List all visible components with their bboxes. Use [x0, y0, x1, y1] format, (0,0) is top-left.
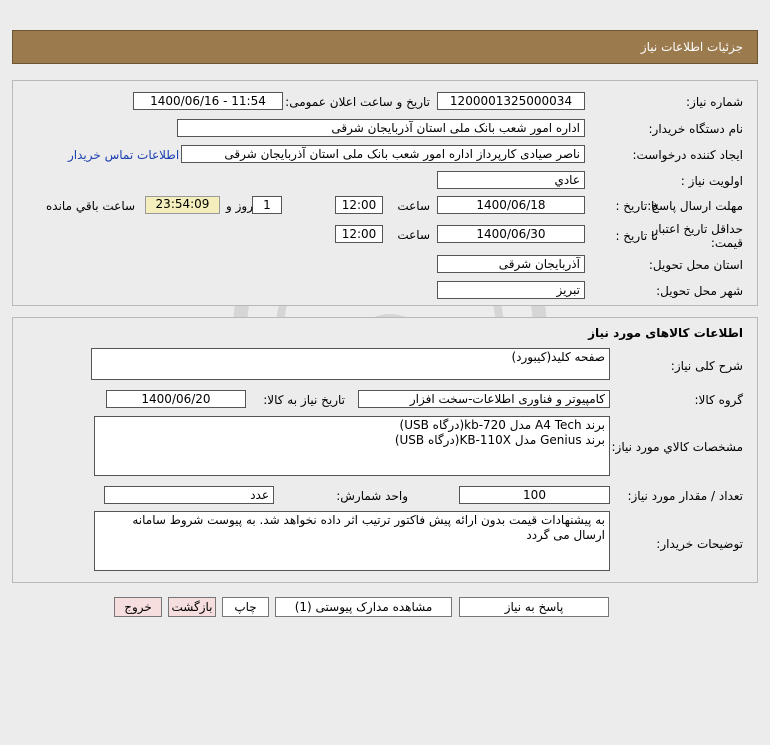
page-header — [12, 30, 758, 64]
exit-button[interactable]: خروج — [114, 597, 162, 617]
priority-field: عادي — [437, 171, 585, 189]
goods-group-label: گروه کالا: — [694, 393, 743, 407]
remaining-time-field: 23:54:09 — [145, 196, 220, 214]
need-number-label: شماره نیاز: — [686, 95, 743, 109]
city-field: تبریز — [437, 281, 585, 299]
general-desc-field: صفحه کلید(کیبورد) — [91, 348, 610, 380]
province-label: استان محل تحویل: — [648, 258, 743, 272]
print-button[interactable]: چاپ — [222, 597, 269, 617]
general-desc-label: شرح کلی نیاز: — [670, 359, 743, 373]
validity-label-line1: حداقل تاریخ اعتبار — [652, 222, 743, 236]
reply-button[interactable]: پاسخ به نیاز — [459, 597, 609, 617]
validity-time-label: ساعت — [397, 228, 430, 242]
deadline-time-label: ساعت — [397, 199, 430, 213]
view-attachments-button[interactable]: مشاهده مدارک پیوستی (1) — [275, 597, 452, 617]
deadline-label: مهلت ارسال پاسخ: — [647, 199, 743, 213]
quantity-label: تعداد / مقدار مورد نیاز: — [627, 489, 743, 503]
specs-label: مشخصات کالاي مورد نیاز: — [611, 440, 743, 454]
unit-field: عدد — [104, 486, 274, 504]
remaining-time-label: ساعت باقي مانده — [46, 199, 136, 213]
buyer-contact-link[interactable]: اطلاعات تماس خریدار — [68, 148, 180, 162]
quantity-field: 100 — [459, 486, 610, 504]
spec-line-1: برند A4 Tech مدل kb-720(درگاه USB) — [399, 418, 605, 432]
validity-time-field: 12:00 — [335, 225, 383, 243]
priority-label: اولویت نیاز : — [680, 174, 743, 188]
validity-label-line2: قیمت: — [710, 236, 743, 250]
need-number-field: 1200001325000034 — [437, 92, 585, 110]
announce-label: تاریخ و ساعت اعلان عمومی: — [285, 95, 430, 109]
days-remaining-field: 1 — [252, 196, 282, 214]
buyer-org-field: اداره امور شعب بانک ملی استان آذربایجان شرقی — [177, 119, 585, 137]
province-field: آذربایجان شرقی — [437, 255, 585, 273]
specs-field — [94, 416, 610, 476]
unit-label: واحد شمارش: — [336, 489, 408, 503]
deadline-time-field: 12:00 — [335, 196, 383, 214]
need-date-field: 1400/06/20 — [106, 390, 246, 408]
validity-date-field: 1400/06/30 — [437, 225, 585, 243]
announce-datetime-field: 1400/06/16 - 11:54 — [133, 92, 283, 110]
validity-to-date-label: تا تاریخ : — [615, 229, 658, 243]
buyer-notes-field: به پیشنهادات قیمت بدون ارائه پیش فاکتور ترتیب اثر داده نخواهد شد. به پیوست شروط سامانه ارسال می گردد — [94, 511, 610, 571]
days-label: روز و — [226, 199, 253, 213]
spec-line-2: برند Genius مدل KB-110X(درگاه USB) — [394, 433, 605, 447]
need-date-label: تاریخ نیاز به کالا: — [263, 393, 345, 407]
buyer-notes-label: توضیحات خریدار: — [656, 537, 743, 551]
goods-group-field: کامپیوتر و فناوری اطلاعات-سخت افزار — [358, 390, 610, 408]
need-info-panel — [12, 80, 758, 306]
deadline-to-date-label: تا تاریخ : — [615, 199, 658, 213]
goods-section-title: اطلاعات کالاهای مورد نیاز — [588, 326, 743, 340]
deadline-date-field: 1400/06/18 — [437, 196, 585, 214]
city-label: شهر محل تحویل: — [656, 284, 743, 298]
buyer-org-label: نام دستگاه خریدار: — [648, 122, 743, 136]
page-title: جزئیات اطلاعات نیاز — [640, 40, 743, 54]
creator-label: ایجاد کننده درخواست: — [632, 148, 743, 162]
creator-field: ناصر صیادی کارپرداز اداره امور شعب بانک ملی استان آذربایجان شرقی — [181, 145, 585, 163]
back-button[interactable]: بازگشت — [168, 597, 216, 617]
